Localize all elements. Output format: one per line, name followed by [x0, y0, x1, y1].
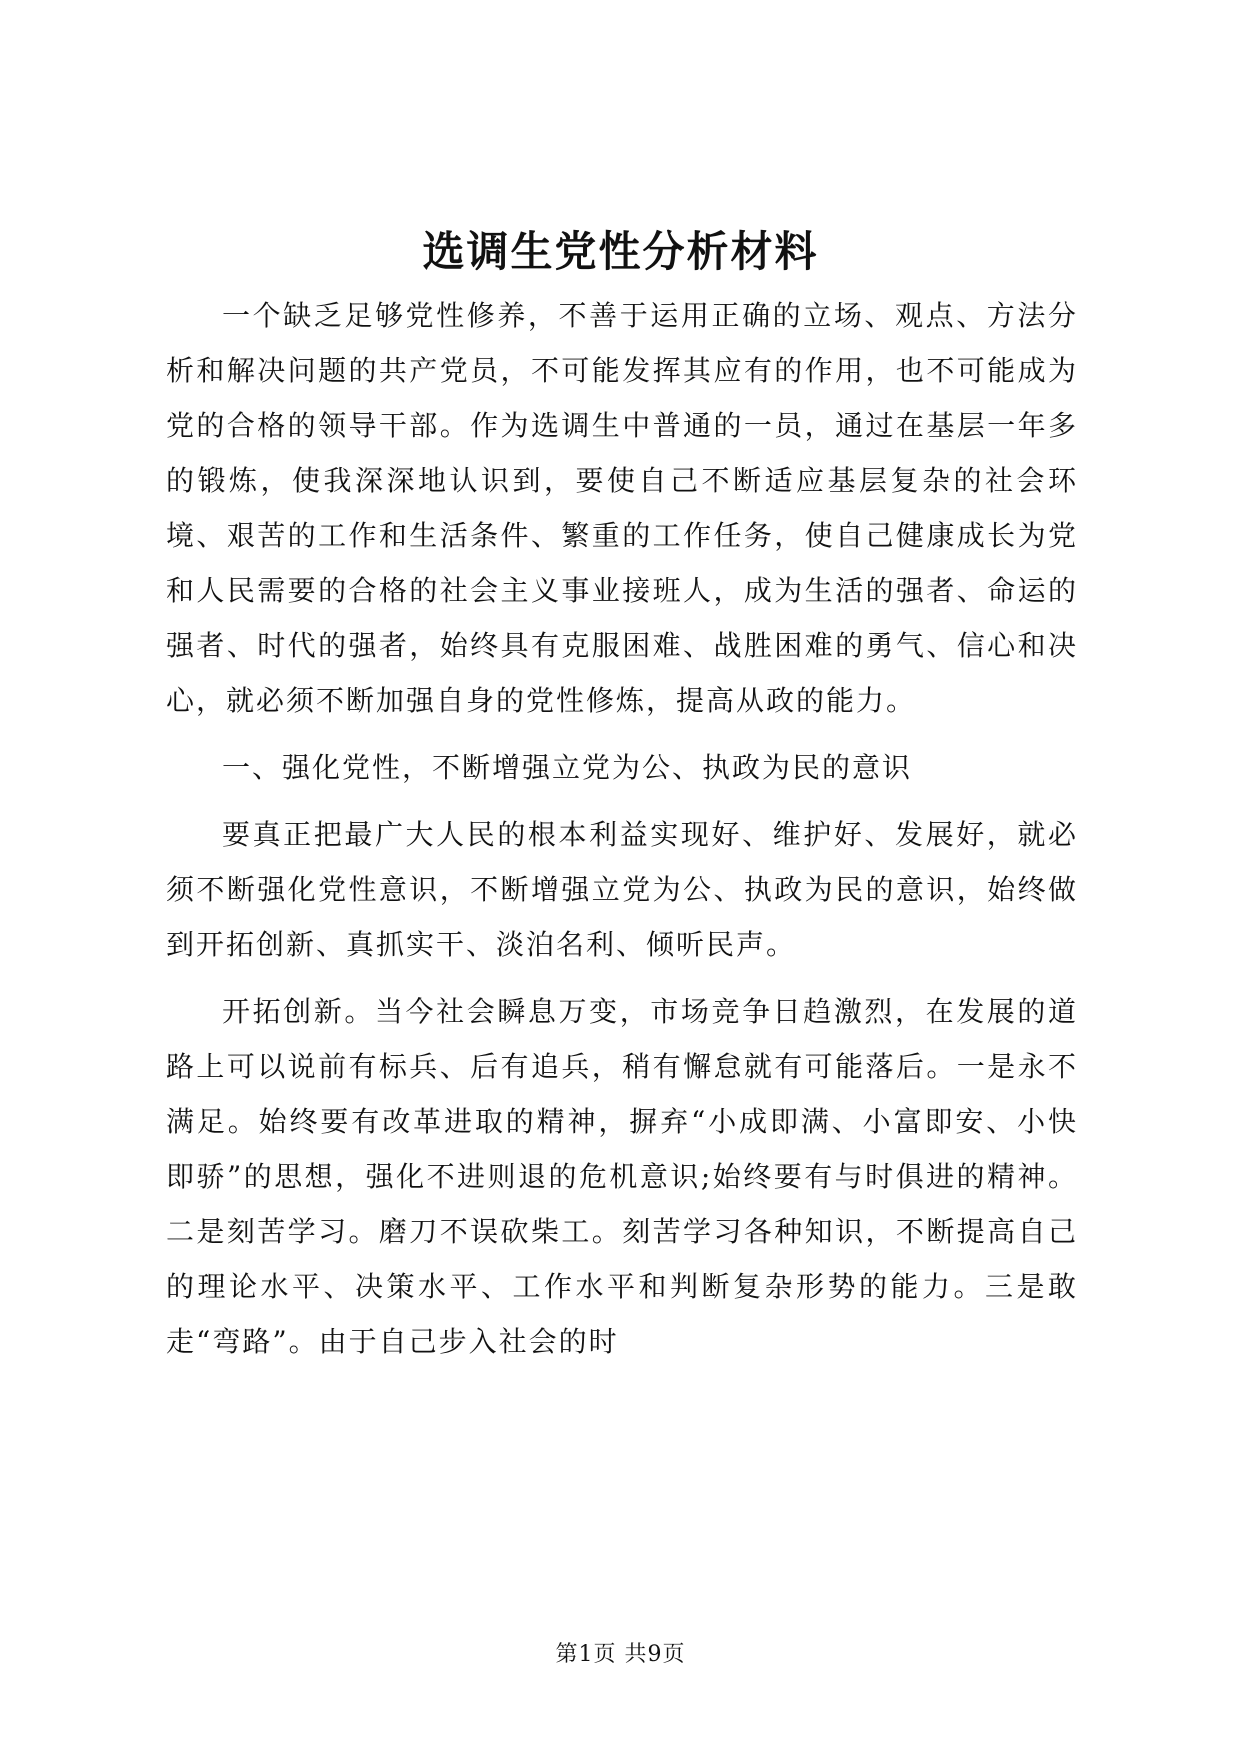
page-title: 选调生党性分析材料 [422, 227, 819, 276]
section-heading-1: 一、强化党性，不断增强立党为公、执政为民的意识 [222, 751, 913, 784]
page-number: 第1页 共9页 [555, 1642, 686, 1667]
paragraph-section-1: 要真正把最广大人民的根本利益实现好、维护好、发展好，就必须不断强化党性意识，不断增强立党为公、执政为民的意识，始终做到开拓创新、真抓实干、淡泊名利、倾听民声。 [166, 818, 1078, 961]
paragraph-intro: 一个缺乏足够党性修养，不善于运用正确的立场、观点、方法分析和解决问题的共产党员，不可能发挥其应有的作用，也不可能成为党的合格的领导干部。作为选调生中普通的一员，通过在基层一年多的锻炼，使我深深地认识到，要使自己不断适应基层复杂的社会环境、艰苦的工作和生活条件、繁重的工作任务，使自己健康成长为党和人民需要的合格的社会主义事业接班人，成为生活的强者、命运的强者、时代的强者，始终具有克服困难、战胜困难的勇气、信心和决心，就必须不断加强自身的党性修炼，提高从政的能力。 [166, 299, 1078, 717]
paragraph-innovation: 开拓创新。当今社会瞬息万变，市场竞争日趋激烈，在发展的道路上可以说前有标兵、后有追兵，稍有懈怠就有可能落后。一是永不满足。始终要有改革进取的精神，摒弃“小成即满、小富即安、小快即骄”的思想，强化不进则退的危机意识;始终要有与时俱进的精神。二是刻苦学习。磨刀不误砍柴工。刻苦学习各种知识，不断提高自己的理论水平、决策水平、工作水平和判断复杂形势的能力。三是敢走“弯路”。由于自己步入社会的时 [166, 995, 1078, 1358]
document-body [166, 288, 1078, 1369]
